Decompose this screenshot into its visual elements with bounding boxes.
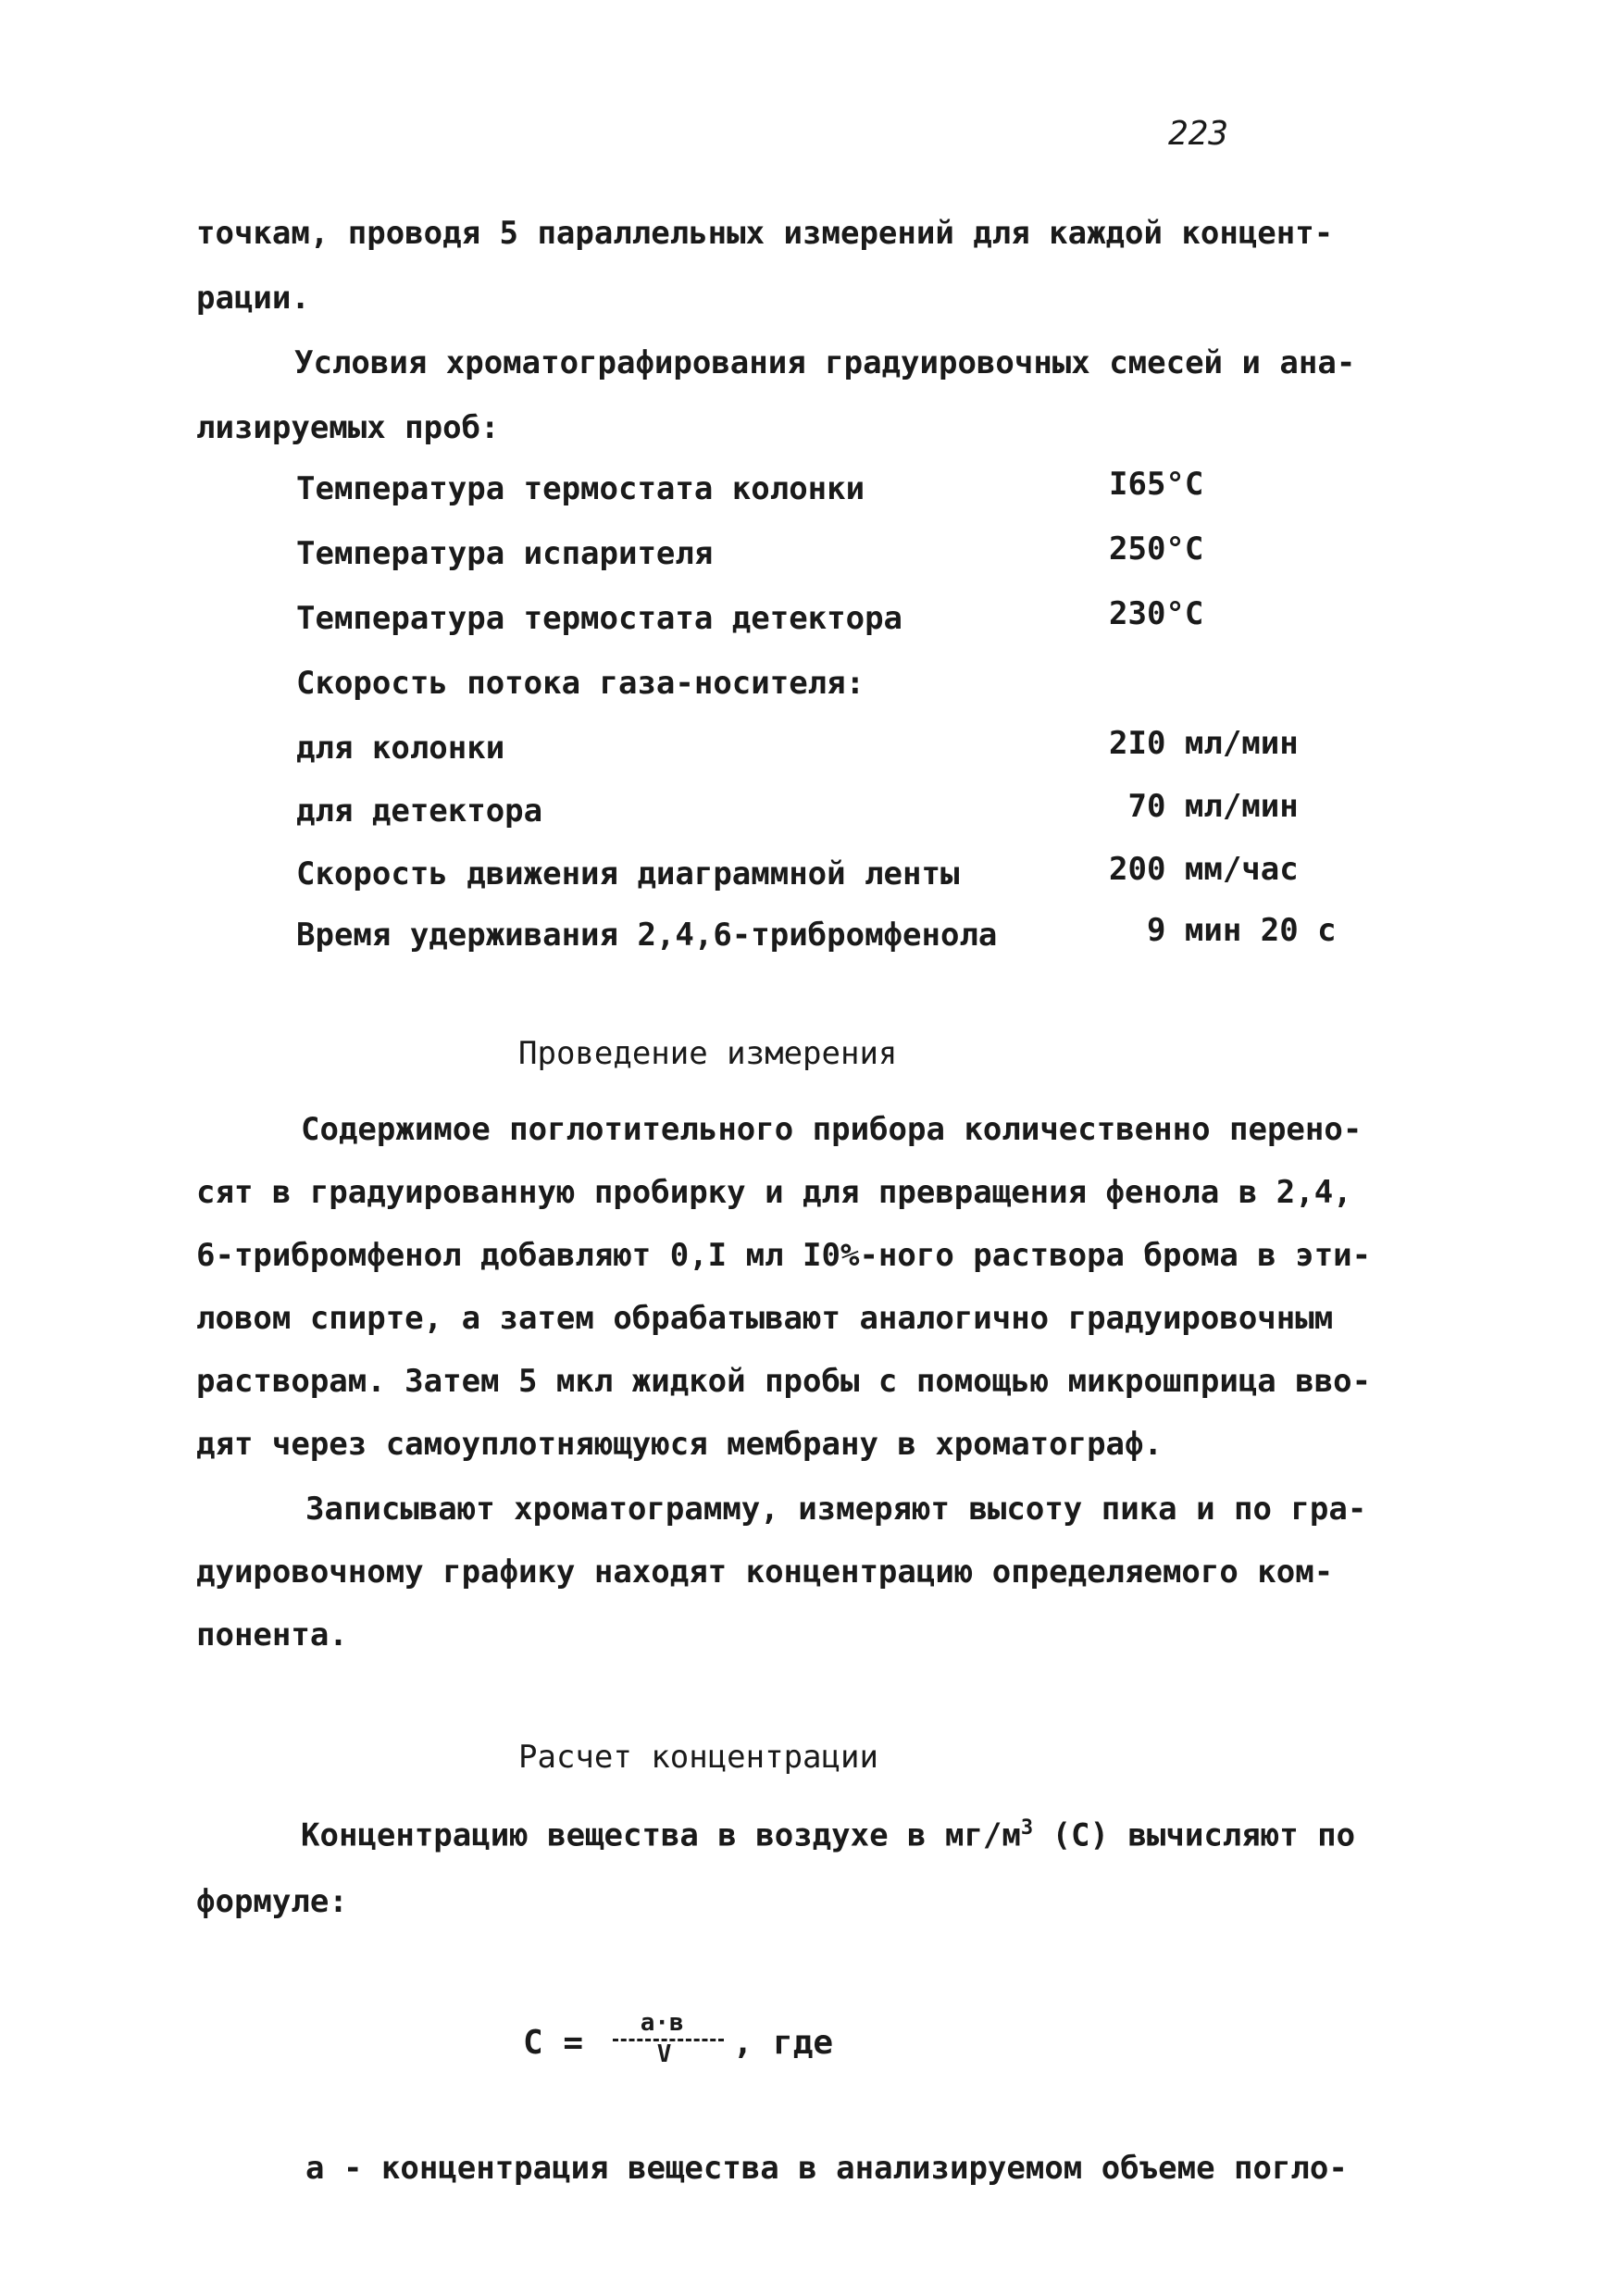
formula-left: С = (523, 2024, 604, 2062)
condition-label: Скорость потока газа-носителя: (296, 665, 865, 702)
calc-p1-line-1 (301, 1816, 1355, 1853)
condition-value: I65°C (1109, 466, 1204, 503)
measurement-p2-line: Записывают хроматограмму, измеряют высоту пика и по гра- (305, 1491, 1367, 1528)
page-number: 223 (1168, 115, 1229, 153)
condition-value: 250°C (1109, 530, 1204, 568)
condition-label: для колонки (296, 730, 505, 767)
conditions-intro-line-1: Условия хроматографирования градуировочных смесей и ана- (294, 344, 1356, 381)
condition-label: Скорость движения диаграммной ленты (296, 855, 960, 892)
calc-p1-line-2: формуле: (196, 1883, 348, 1920)
condition-label: Температура испарителя (296, 535, 714, 572)
condition-value: 230°C (1109, 595, 1204, 632)
section-title-calculation: Расчет концентрации (518, 1739, 878, 1776)
condition-label: Температура термостата колонки (296, 470, 865, 507)
condition-value: 200 мм/час (1109, 851, 1299, 888)
condition-value: 70 мл/мин (1109, 788, 1299, 825)
intro-line-1: точкам, проводя 5 параллельных измерений для каждой концент- (196, 215, 1334, 252)
measurement-p2-line: понента. (196, 1616, 348, 1653)
calc-last-line: а - концентрация вещества в анализируемом объеме погло- (305, 2150, 1348, 2187)
concentration-formula (523, 2009, 834, 2072)
measurement-p1-line: ловом спирте, а затем обрабатывают аналогично градуировочным (196, 1300, 1334, 1337)
conditions-intro-line-2: лизируемых проб: (196, 409, 500, 446)
measurement-p1-line: Содержимое поглотительного прибора количественно перено- (301, 1111, 1363, 1148)
calc-p1-text-a: Концентрацию вещества в воздухе в мг/м (301, 1816, 1021, 1854)
formula-right: , где (732, 2024, 834, 2062)
formula-denominator: V (656, 2040, 672, 2068)
condition-label: Температура термостата детектора (296, 600, 903, 637)
intro-line-2: рации. (196, 280, 310, 317)
measurement-p1-line: дят через самоуплотняющуюся мембрану в хроматограф. (196, 1426, 1163, 1463)
section-title-measurement: Проведение измерения (518, 1035, 898, 1072)
measurement-p1-line: сят в градуированную пробирку и для превращения фенола в 2,4, (196, 1174, 1352, 1211)
condition-value: 2I0 мл/мин (1109, 725, 1299, 762)
condition-value: 9 мин 20 с (1109, 912, 1337, 949)
calc-p1-text-b: (С) вычисляют по (1033, 1816, 1356, 1854)
formula-numerator: а·в (640, 2009, 684, 2037)
formula-fraction (604, 2009, 733, 2072)
calc-p1-superscript: 3 (1020, 1816, 1034, 1840)
measurement-p2-line: дуировочному графику находят концентрацию определяемого ком- (196, 1554, 1334, 1591)
condition-label: Время удерживания 2,4,6-трибромфенола (296, 917, 998, 954)
measurement-p1-line: растворам. Затем 5 мкл жидкой пробы с помощью микрошприца вво- (196, 1363, 1372, 1400)
condition-label: для детектора (296, 792, 543, 830)
measurement-p1-line: 6-трибромфенол добавляют 0,I мл I0%-ного раствора брома в эти- (196, 1237, 1372, 1274)
